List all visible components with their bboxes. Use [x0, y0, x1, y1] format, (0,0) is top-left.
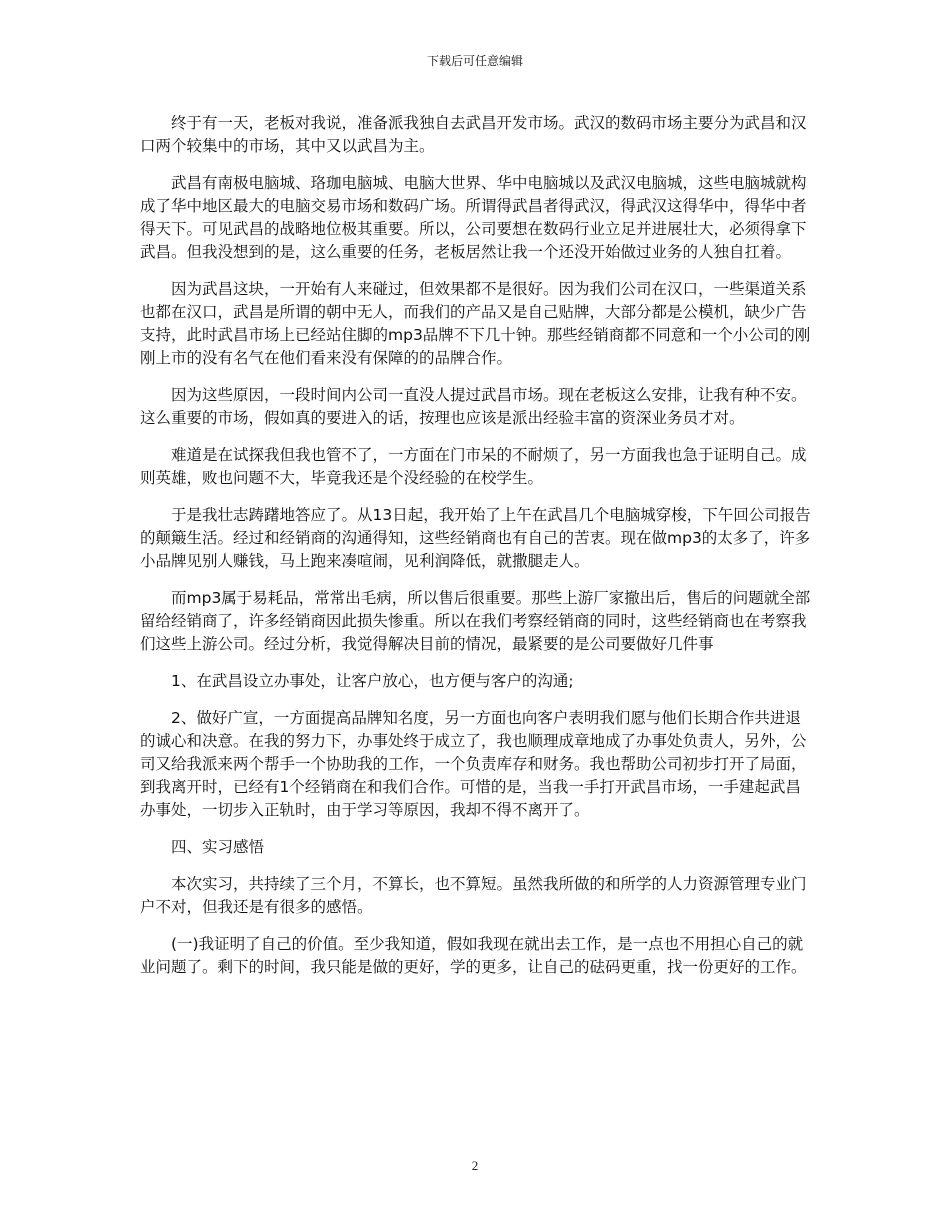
page-header: 下载后可任意编辑	[426, 54, 523, 68]
paragraph: 终于有一天，老板对我说，准备派我独自去武昌开发市场。武汉的数码市场主要分为武昌和汉口两个较集中的市场，其中又以武昌为主。	[140, 114, 807, 155]
page-number: 2	[471, 1158, 479, 1173]
paragraph: 于是我壮志踌躇地答应了。从13日起，我开始了上午在武昌几个电脑城穿梭，下午回公司报告的颠簸生活。经过和经销商的沟通得知，这些经销商也有自己的苦衷。现在做mp3的太多了，许多小品牌见别人赚钱，马上跑来凑喧闹，见利润降低，就撒腿走人。	[140, 506, 811, 570]
paragraph: 难道是在试探我但我也管不了，一方面在门市呆的不耐烦了，另一方面我也急于证明自己。成则英雄，败也问题不大，毕竟我还是个没经验的在校学生。	[140, 446, 807, 487]
list-item: 1、在武昌设立办事处，让客户放心，也方便与客户的沟通;	[171, 672, 574, 690]
paragraph: 因为武昌这块，一开始有人来碰过，但效果都不是很好。因为我们公司在汉口，一些渠道关系也都在汉口，武昌是所谓的朝中无人，而我们的产品又是自己贴牌，大部分都是公模机，缺少广告支持，此时武昌市场上已经站住脚的mp3品牌不下几十钟。那些经销商都不同意和一个小公司的刚刚上市的没有名气在他们看来没有保障的的品牌合作。	[140, 280, 811, 367]
section-heading: 四、实习感悟	[171, 838, 265, 856]
document-body	[140, 112, 816, 993]
paragraph: 本次实习，共持续了三个月，不算长，也不算短。虽然我所做的和所学的人力资源管理专业门户不对，但我还是有很多的感悟。	[140, 875, 807, 916]
paragraph: 而mp3属于易耗品，常常出毛病，所以售后很重要。那些上游厂家撤出后，售后的问题就全部留给经销商了，许多经销商因此损失惨重。所以在我们考察经销商的同时，这些经销商也在考察我们这些上游公司。经过分析，我觉得解决目前的情况，最紧要的是公司要做好几件事	[140, 589, 811, 653]
list-item: 2、做好广宣，一方面提高品牌知名度，另一方面也向客户表明我们愿与他们长期合作共进退的诚心和决意。在我的努力下，办事处终于成立了，我也顺理成章地成了办事处负责人，另外，公司又给我派来两个帮手一个协助我的工作，一个负责库存和财务。我也帮助公司初步打开了局面，到我离开时，已经有1个经销商在和我们合作。可惜的是，当我一手打开武昌市场，一手建起武昌办事处，一切步入正轨时，由于学习等原因，我却不得不离开了。	[140, 709, 807, 819]
paragraph: 武昌有南极电脑城、珞珈电脑城、电脑大世界、华中电脑城以及武汉电脑城，这些电脑城就构成了华中地区最大的电脑交易市场和数码广场。所谓得武昌者得武汉，得武汉这得华中，得华中者得天下。可见武昌的战略地位极其重要。所以，公司要想在数码行业立足并进展壮大，必须得拿下武昌。但我没想到的是，这么重要的任务，老板居然让我一个还没开始做过业务的人独自扛着。	[140, 174, 807, 261]
paragraph: (一)我证明了自己的价值。至少我知道，假如我现在就出去工作，是一点也不用担心自己的就业问题了。剩下的时间，我只能是做的更好，学的更多，让自己的砝码更重，找一份更好的工作。	[140, 935, 807, 976]
paragraph: 因为这些原因，一段时间内公司一直没人提过武昌市场。现在老板这么安排，让我有种不安。这么重要的市场，假如真的要进入的话，按理也应该是派出经验丰富的资深业务员才对。	[140, 386, 807, 427]
